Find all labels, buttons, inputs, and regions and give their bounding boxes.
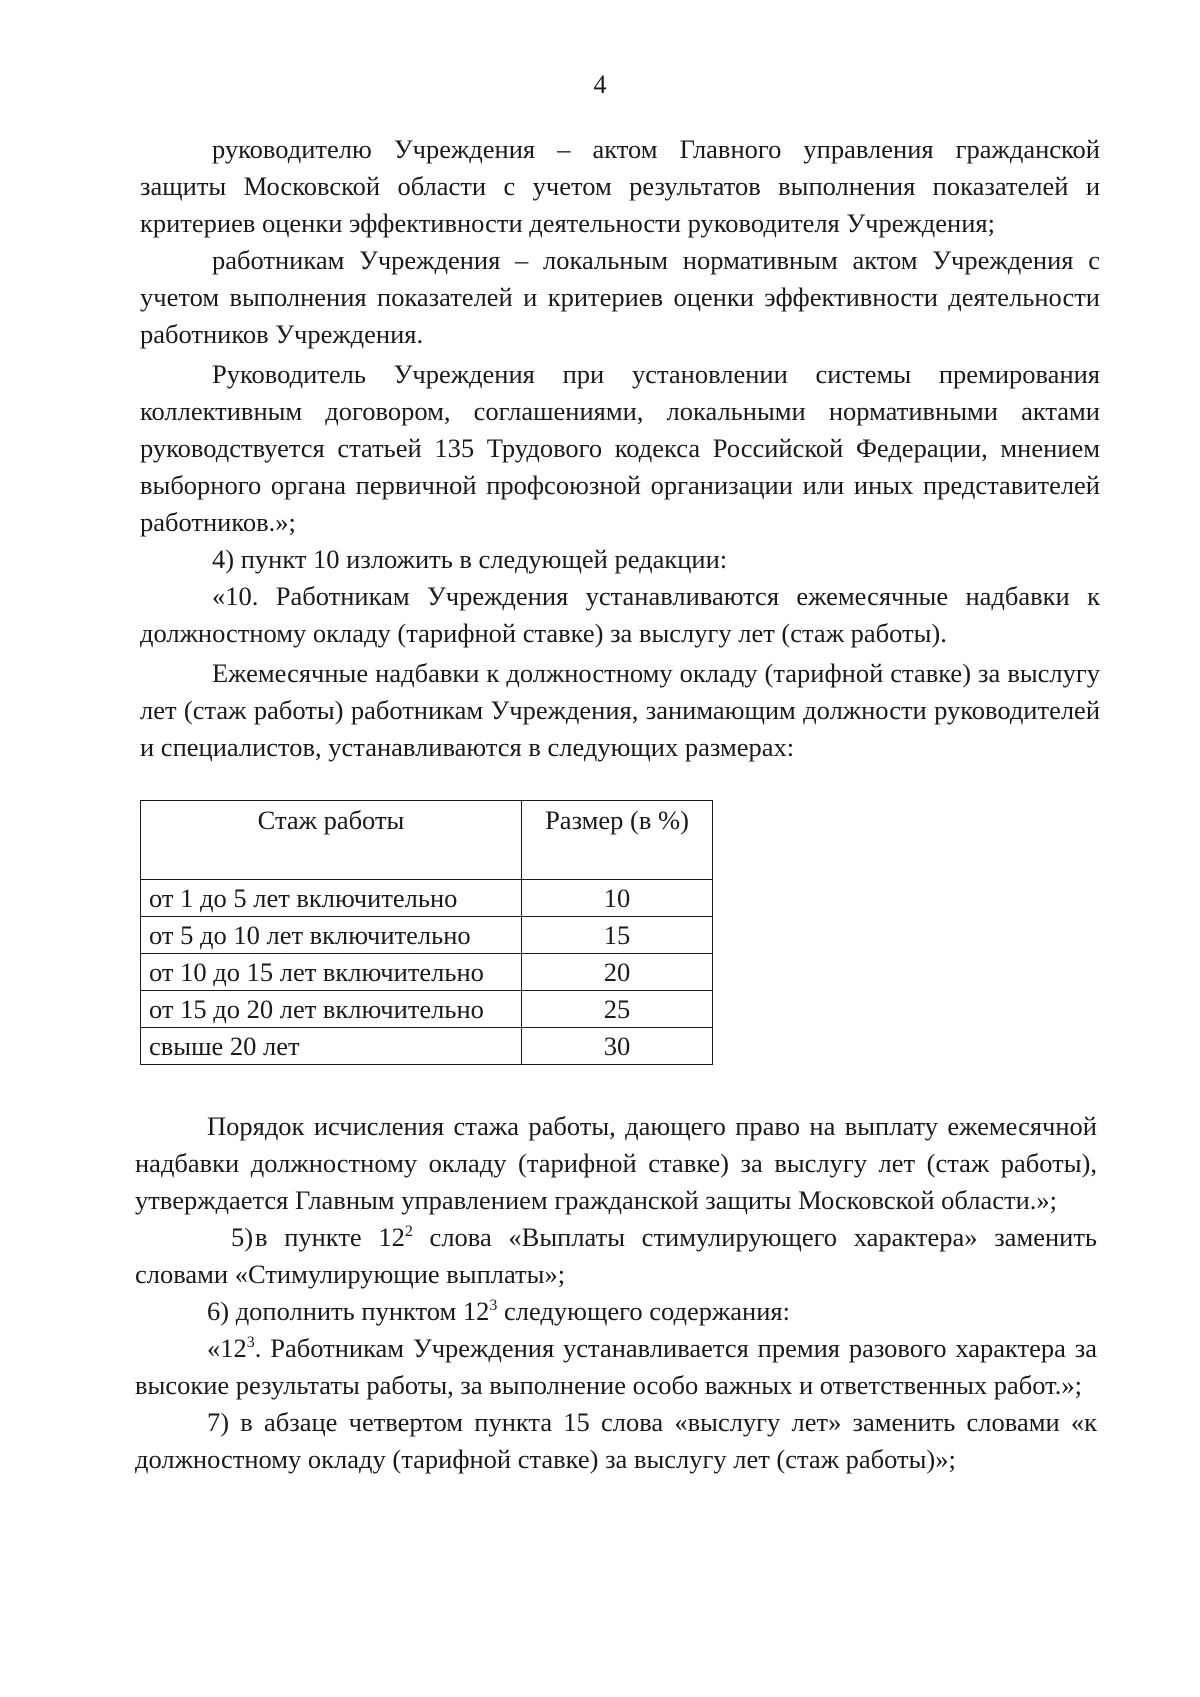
item-6-superscript: 3 xyxy=(489,1297,498,1315)
paragraph-item-4: 4) пункт 10 изложить в следующей редакции: xyxy=(212,544,728,574)
cell-period: от 15 до 20 лет включительно xyxy=(141,991,522,1028)
header-period: Стаж работы xyxy=(141,801,522,880)
item-5-text-a: в пункте 12 xyxy=(255,1222,405,1252)
page-number: 4 xyxy=(593,70,607,99)
seniority-allowance-table xyxy=(140,800,713,1065)
cell-period: от 5 до 10 лет включительно xyxy=(141,917,522,954)
paragraph-item-6 xyxy=(135,1293,1097,1330)
item-5-superscript: 2 xyxy=(404,1223,413,1241)
cell-size: 15 xyxy=(522,917,713,954)
document-body-bottom xyxy=(135,1108,1097,1478)
cell-size: 10 xyxy=(522,880,713,917)
paragraph-item-12-3 xyxy=(135,1330,1097,1404)
paragraph-seniority-order: Порядок исчисления стажа работы, дающего право на выплату ежемесячной надбавки должностному окладу (тарифной ставке) за выслугу лет (стаж работы), утверждается Главным управлением гражданской защиты Московской области.»; xyxy=(135,1111,1097,1215)
paragraph-item-7: 7) в абзаце четвертом пункта 15 слова «выслугу лет» заменить словами «к должностному окладу (тарифной ставке) за выслугу лет (стаж работы)»; xyxy=(135,1407,1097,1474)
header-size: Размер (в %) xyxy=(522,801,713,880)
cell-size: 30 xyxy=(522,1028,713,1065)
paragraph-head-bonus: руководителю Учреждения – актом Главного управления гражданской защиты Московской области с учетом результатов выполнения показателей и критериев оценки эффективности деятельности руководителя Учреждения; xyxy=(140,134,1100,238)
cell-period: от 10 до 15 лет включительно xyxy=(141,954,522,991)
item-5-number: 5) xyxy=(231,1222,254,1252)
cell-period: от 1 до 5 лет включительно xyxy=(141,880,522,917)
paragraph-item-10: «10. Работникам Учреждения устанавливаются ежемесячные надбавки к должностному окладу (тарифной ставке) за выслугу лет (стаж работы). xyxy=(140,581,1100,648)
paragraph-staff-bonus: работникам Учреждения – локальным нормативным актом Учреждения с учетом выполнения показателей и критериев оценки эффективности деятельности работников Учреждения. xyxy=(140,245,1100,349)
item-5-text-b: слова «Выплаты стимулирующего характера» заменить словами «Стимулирующие выплаты»; xyxy=(135,1222,1098,1289)
item-6-text-b: следующего содержания: xyxy=(497,1296,790,1326)
table-row xyxy=(141,954,713,991)
item-12-3-text-b: . Работникам Учреждения устанавливается премия разового характера за высокие результаты работы, за выполнение особо важных и ответственных работ.»; xyxy=(135,1333,1097,1400)
table-row xyxy=(141,1028,713,1065)
item-12-3-text-a: «12 xyxy=(207,1333,247,1363)
document-body-top xyxy=(140,131,1100,766)
table-row xyxy=(141,991,713,1028)
cell-size: 20 xyxy=(522,954,713,991)
item-12-3-superscript: 3 xyxy=(246,1334,255,1352)
paragraph-monthly-allowance: Ежемесячные надбавки к должностному окладу (тарифной ставке) за выслугу лет (стаж работы) работникам Учреждения, занимающим должности руководителей и специалистов, устанавливаются в следующих размерах: xyxy=(140,658,1100,762)
cell-size: 25 xyxy=(522,991,713,1028)
cell-period: свыше 20 лет xyxy=(141,1028,522,1065)
table-row xyxy=(141,917,713,954)
paragraph-item-5 xyxy=(135,1219,1097,1293)
item-6-text-a: 6) дополнить пунктом 12 xyxy=(207,1296,490,1326)
table-header-row xyxy=(141,801,713,880)
table-row xyxy=(141,880,713,917)
paragraph-bonus-system: Руководитель Учреждения при установлении системы премирования коллективным договором, соглашениями, локальными нормативными актами руководствуется статьей 135 Трудового кодекса Российской Федерации, мнением выборного органа первичной профсоюзной организации или иных представителей работников.»; xyxy=(140,359,1100,537)
